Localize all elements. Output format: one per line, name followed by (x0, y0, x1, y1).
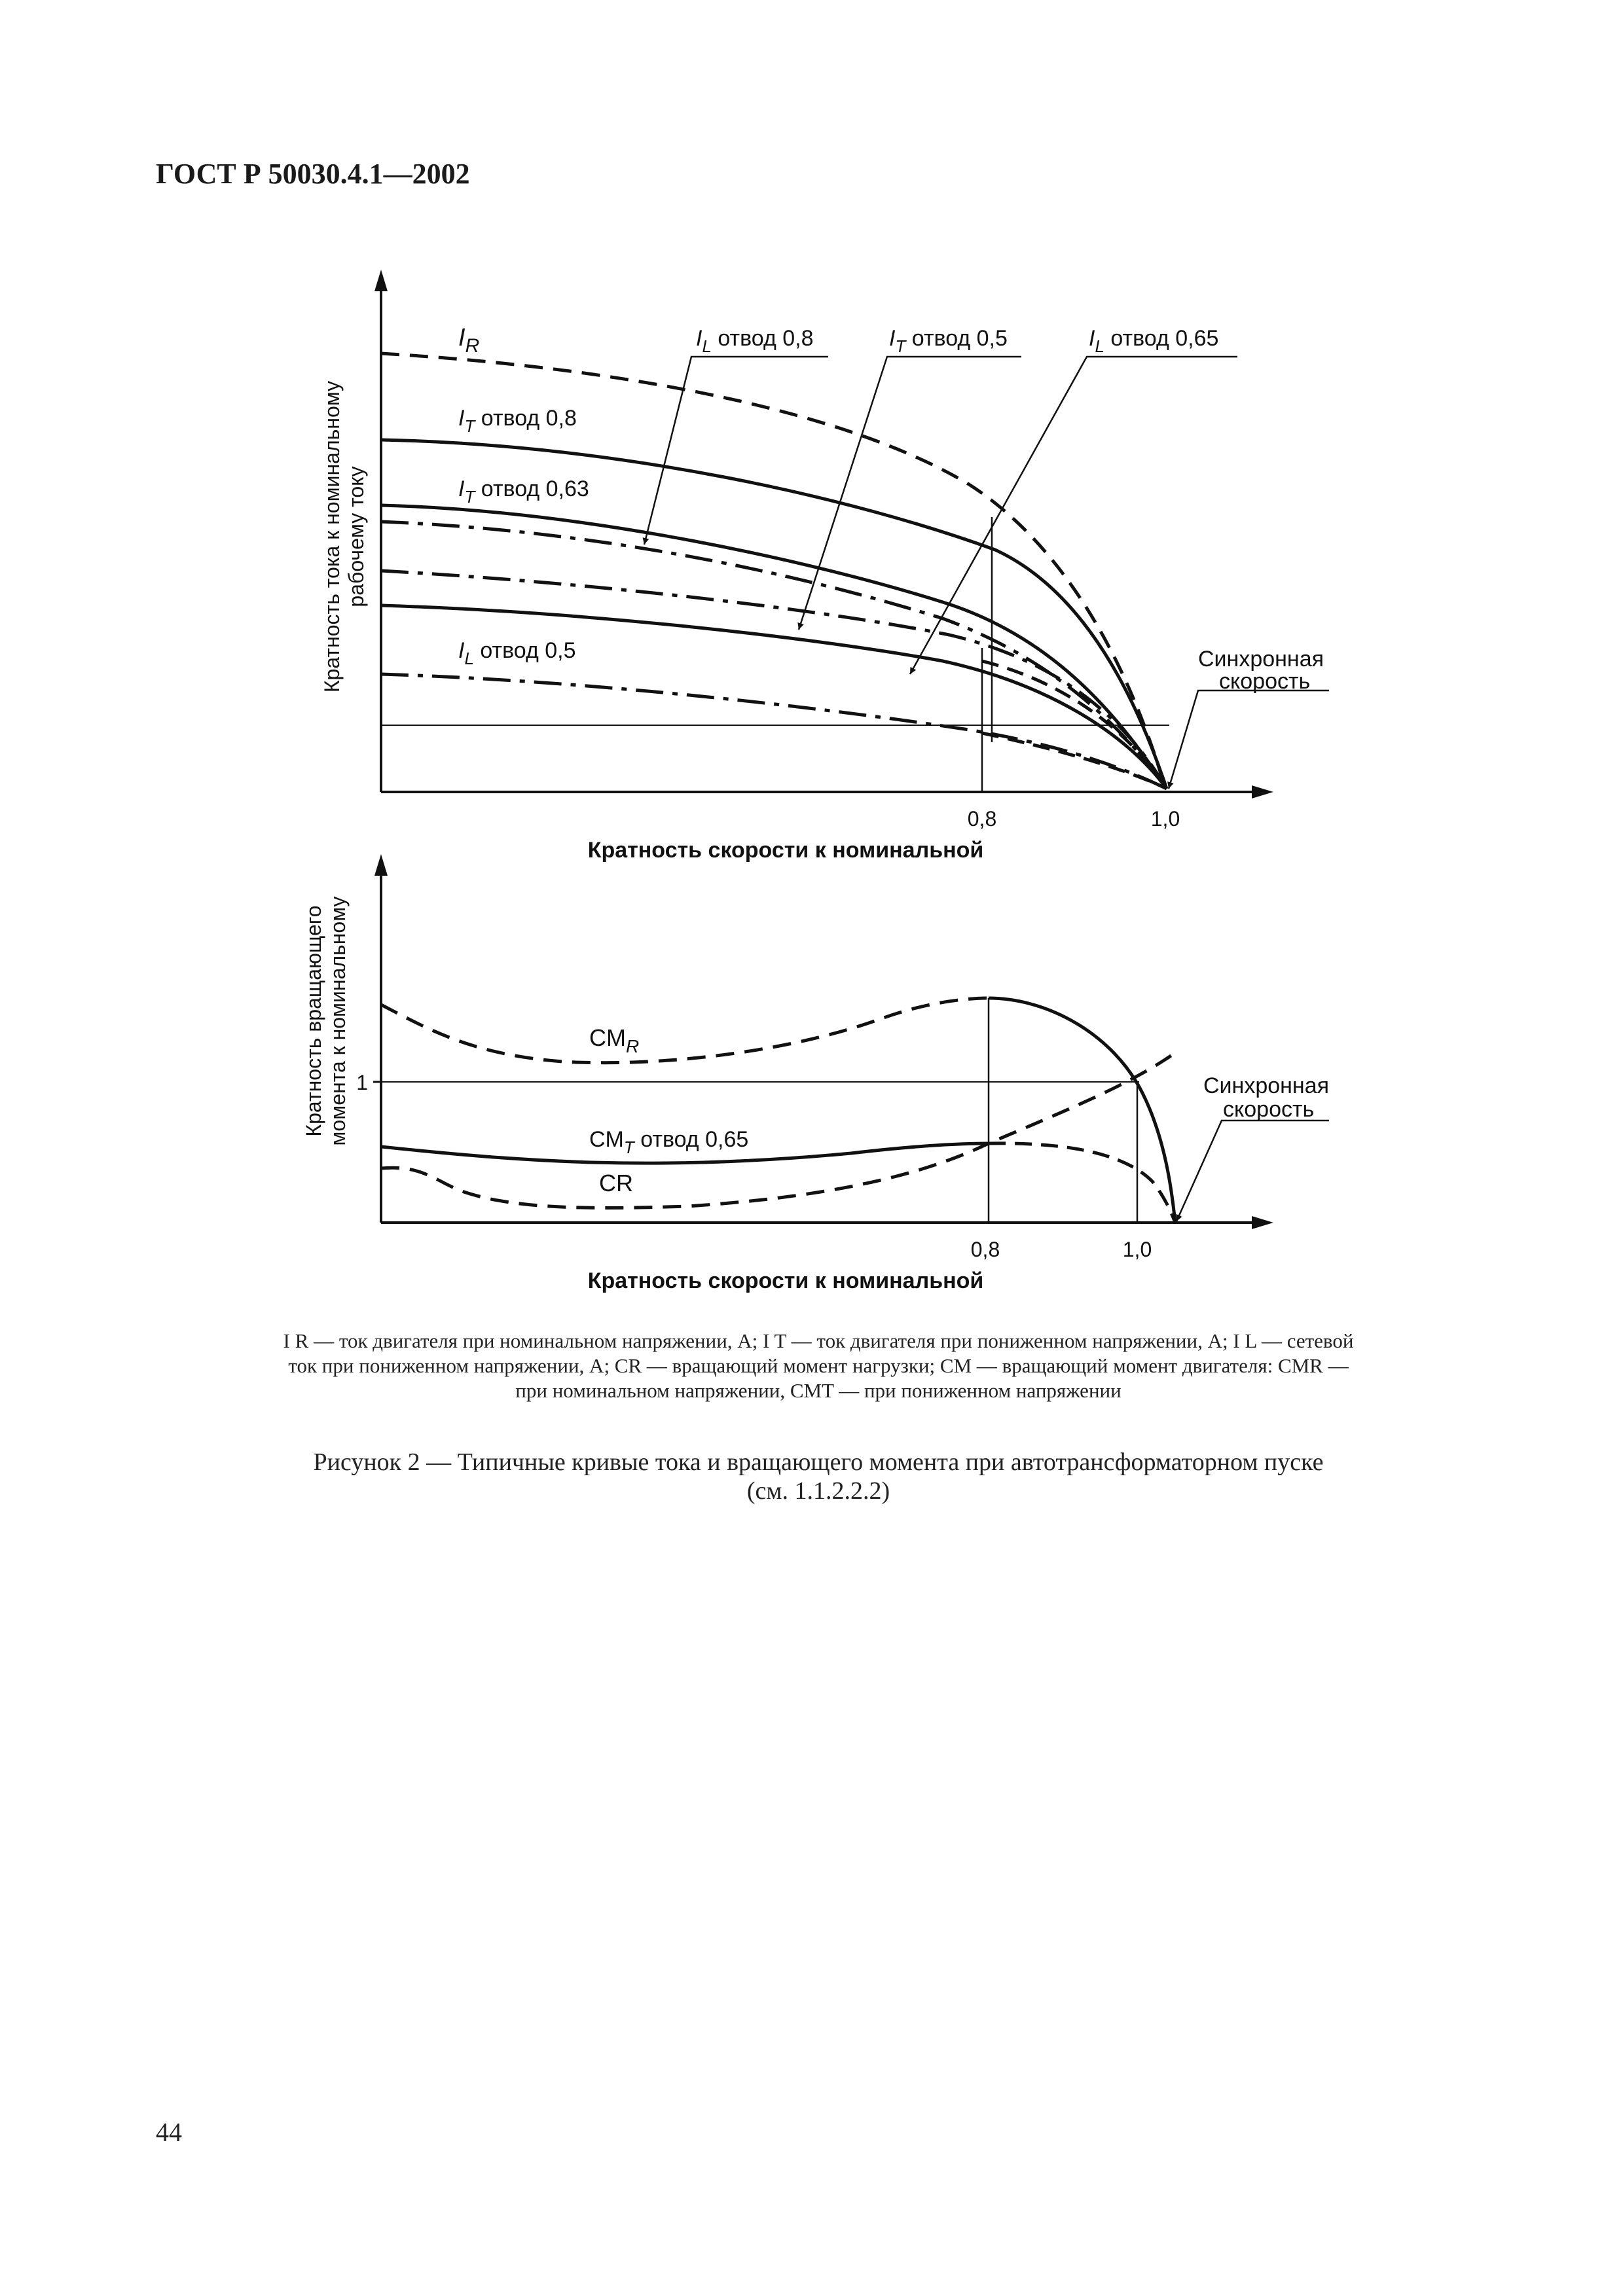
leader-il-065 (910, 357, 1237, 674)
figure-caption (157, 1448, 1480, 1505)
top-x-tick-10: 1,0 (1150, 807, 1180, 831)
caption-line-2: (см. 1.1.2.2.2) (746, 1477, 890, 1505)
label-il-08: $I_L$ отвод 0,8 (696, 326, 814, 356)
bottom-x-axis-arrow (1252, 1216, 1273, 1229)
legend-line-1: I R — ток двигателя при номинальном напряжении, А; I T — ток двигателя при пониженном напряжении, А; I L — сетевой (283, 1329, 1354, 1352)
leader-il-08 (644, 357, 828, 545)
bottom-y-axis-label-line2: момента к номинальному (326, 896, 350, 1146)
page-number: 44 (156, 2117, 182, 2147)
top-sync-label-line1: Синхронная (1198, 647, 1324, 672)
curve-it-05 (381, 605, 1167, 789)
legend-line-3: при номинальном напряжении, CMT — при пониженном напряжении (515, 1379, 1122, 1402)
label-it-05: $I_T$ отвод 0,5 (889, 326, 1008, 356)
top-x-tick-08: 0,8 (967, 807, 997, 831)
label-cr: CR (599, 1170, 633, 1196)
bottom-y-tick-label: 1 (356, 1071, 368, 1094)
caption-line-1: Рисунок 2 — Типичные кривые тока и вращающего момента при автотрансформаторном пуске (313, 1448, 1324, 1476)
bottom-x-tick-08: 0,8 (970, 1238, 1000, 1261)
leader-it-05 (799, 357, 1021, 630)
document-header: ГОСТ Р 50030.4.1—2002 (156, 158, 470, 190)
bottom-sync-label-line2: скорость (1223, 1097, 1315, 1122)
bottom-chart (302, 854, 1329, 1293)
label-ir: $I_R$ (458, 324, 480, 357)
label-cmt: $CM_T$ отвод 0,65 (589, 1127, 749, 1157)
top-sync-label-line2: скорость (1219, 669, 1311, 694)
label-il-065: $I_L$ отвод 0,65 (1089, 326, 1219, 356)
curve-il-05-tail (982, 733, 1167, 789)
curve-cmt-tail (989, 1143, 1175, 1223)
bottom-sync-label-line1: Синхронная (1203, 1073, 1330, 1098)
curve-cmr (381, 998, 989, 1063)
top-x-axis-arrow (1252, 785, 1273, 798)
curve-cmr-solid (989, 998, 1175, 1223)
leader-sync-top (1169, 691, 1329, 789)
top-y-axis-arrow (374, 270, 388, 291)
bottom-y-axis-label-line1: Кратность вращающего (302, 905, 325, 1137)
top-x-axis-label: Кратность скорости к номинальной (587, 838, 984, 863)
label-it-08: $I_T$ отвод 0,8 (458, 406, 577, 436)
label-cmr: $CM_R$ (589, 1024, 640, 1056)
top-y-axis-label-line2: рабочему току (344, 466, 368, 607)
top-chart (320, 270, 1329, 863)
bottom-y-axis-arrow (374, 854, 388, 876)
bottom-x-axis-label: Кратность скорости к номинальной (587, 1268, 984, 1293)
top-y-axis-label-line1: Кратность тока к номинальному (320, 380, 344, 693)
label-it-063: $I_T$ отвод 0,63 (458, 476, 589, 507)
curve-cr (381, 1055, 1172, 1208)
curve-il-05 (381, 674, 1167, 789)
leader-sync-bottom (1176, 1121, 1329, 1221)
label-il-05: $I_L$ отвод 0,5 (458, 638, 576, 668)
figure-legend (157, 1329, 1480, 1403)
legend-line-2: ток при пониженном напряжении, А; CR — вращающий момент нагрузки; CM — вращающий момент двигателя: CMR — (288, 1354, 1349, 1377)
bottom-x-tick-10: 1,0 (1122, 1238, 1152, 1261)
